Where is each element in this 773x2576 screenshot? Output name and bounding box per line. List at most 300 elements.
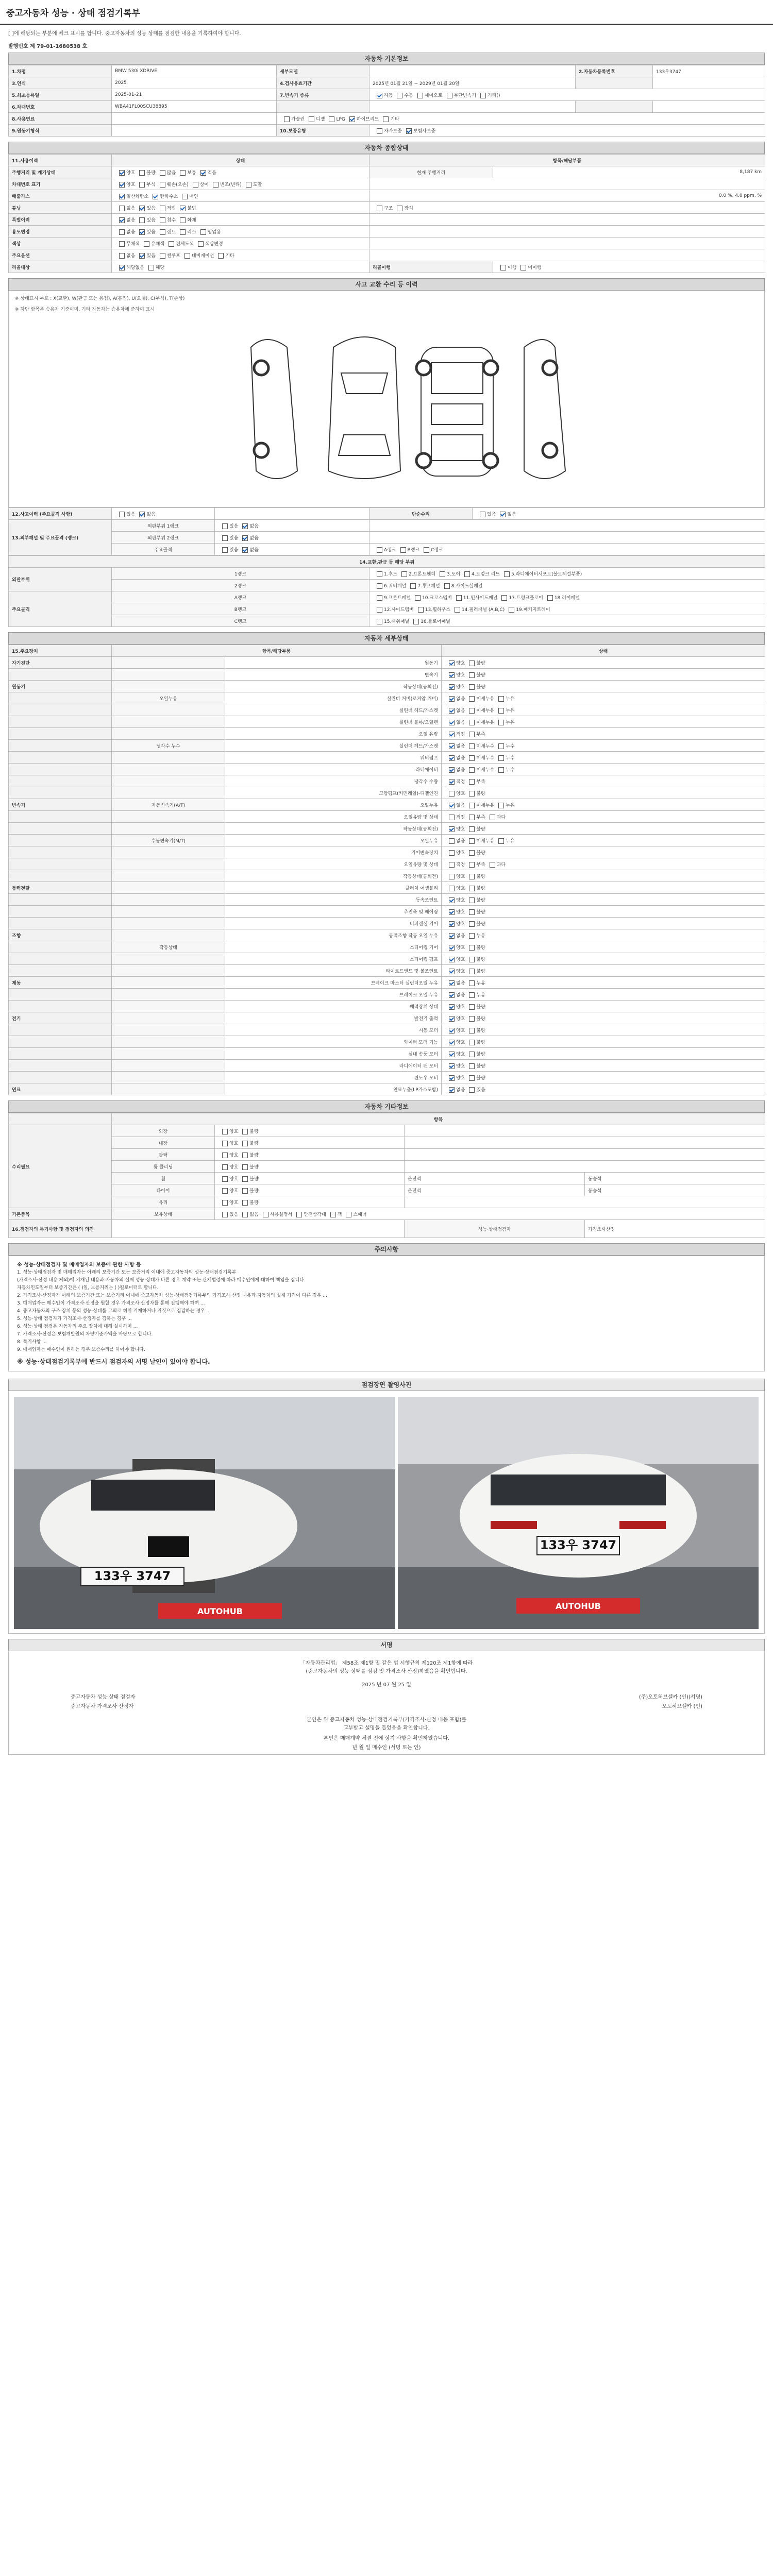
option-item[interactable] — [496, 511, 516, 517]
option-item[interactable] — [494, 837, 514, 844]
checkbox[interactable] — [449, 660, 455, 666]
checkbox[interactable] — [180, 229, 186, 235]
option-item[interactable] — [465, 932, 485, 939]
option-item[interactable] — [140, 240, 164, 247]
option-item[interactable] — [443, 92, 476, 98]
option-item[interactable] — [445, 896, 465, 903]
checkbox[interactable] — [449, 826, 455, 832]
checkbox[interactable] — [449, 933, 455, 939]
checkbox[interactable] — [449, 1004, 455, 1010]
option-item[interactable] — [445, 1062, 465, 1069]
option-item[interactable] — [445, 837, 465, 844]
option-item[interactable] — [445, 968, 465, 974]
option-item[interactable] — [164, 240, 194, 247]
checkbox[interactable] — [119, 217, 125, 223]
option-item[interactable] — [445, 1086, 465, 1093]
option-item[interactable] — [465, 1086, 485, 1093]
option-item[interactable] — [373, 570, 397, 577]
checkbox[interactable] — [242, 1141, 248, 1146]
checkbox[interactable] — [469, 1004, 475, 1010]
option-item[interactable] — [465, 1050, 485, 1057]
option-item[interactable] — [393, 92, 413, 98]
option-item[interactable] — [465, 695, 494, 702]
option-item[interactable] — [445, 754, 465, 761]
option-item[interactable] — [445, 683, 465, 690]
checkbox[interactable] — [449, 921, 455, 927]
checkbox[interactable] — [222, 1212, 228, 1217]
option-item[interactable] — [465, 1062, 485, 1069]
option-item[interactable] — [280, 115, 305, 122]
option-item[interactable] — [135, 216, 155, 223]
checkbox[interactable] — [139, 253, 145, 259]
checkbox[interactable] — [263, 1212, 268, 1217]
checkbox[interactable] — [139, 229, 145, 235]
checkbox[interactable] — [449, 850, 455, 856]
option-item[interactable] — [402, 127, 435, 134]
checkbox[interactable] — [222, 1141, 228, 1146]
option-item[interactable] — [373, 205, 393, 211]
checkbox[interactable] — [383, 116, 389, 122]
checkbox[interactable] — [469, 732, 475, 737]
checkbox[interactable] — [469, 1087, 475, 1093]
checkbox[interactable] — [449, 803, 455, 808]
option-item[interactable] — [194, 240, 223, 247]
checkbox[interactable] — [200, 229, 206, 235]
checkbox[interactable] — [377, 607, 382, 613]
option-item[interactable] — [238, 1187, 258, 1194]
checkbox[interactable] — [547, 595, 553, 601]
option-item[interactable] — [115, 216, 135, 223]
option-item[interactable] — [397, 570, 435, 577]
checkbox[interactable] — [218, 253, 224, 259]
checkbox[interactable] — [469, 980, 475, 986]
option-item[interactable] — [440, 582, 483, 589]
option-item[interactable] — [445, 802, 465, 808]
checkbox[interactable] — [447, 93, 452, 98]
checkbox[interactable] — [498, 767, 504, 773]
checkbox[interactable] — [469, 672, 475, 678]
option-item[interactable] — [218, 546, 238, 553]
option-item[interactable] — [445, 885, 465, 891]
option-item[interactable] — [465, 968, 485, 974]
checkbox[interactable] — [449, 767, 455, 773]
checkbox[interactable] — [449, 755, 455, 761]
checkbox[interactable] — [242, 1188, 248, 1194]
checkbox[interactable] — [500, 512, 506, 517]
option-item[interactable] — [494, 707, 514, 714]
checkbox[interactable] — [410, 583, 416, 589]
option-item[interactable] — [465, 979, 485, 986]
option-item[interactable] — [196, 228, 221, 235]
option-item[interactable] — [292, 1211, 326, 1217]
checkbox[interactable] — [498, 720, 504, 725]
option-item[interactable] — [218, 1128, 238, 1134]
checkbox[interactable] — [449, 672, 455, 678]
checkbox[interactable] — [469, 660, 475, 666]
checkbox[interactable] — [242, 1129, 248, 1134]
option-item[interactable] — [373, 546, 396, 553]
checkbox[interactable] — [180, 217, 186, 223]
checkbox[interactable] — [139, 206, 145, 211]
option-item[interactable] — [543, 594, 580, 601]
option-item[interactable] — [342, 1211, 366, 1217]
option-item[interactable] — [445, 1039, 465, 1045]
checkbox[interactable] — [480, 512, 485, 517]
checkbox[interactable] — [469, 767, 475, 773]
option-item[interactable] — [465, 956, 485, 962]
checkbox[interactable] — [498, 743, 504, 749]
option-item[interactable] — [189, 181, 209, 188]
checkbox[interactable] — [406, 128, 412, 134]
checkbox[interactable] — [449, 957, 455, 962]
option-item[interactable] — [238, 1199, 258, 1206]
checkbox[interactable] — [469, 696, 475, 702]
option-item[interactable] — [465, 861, 485, 868]
option-item[interactable] — [326, 1211, 342, 1217]
option-item[interactable] — [485, 861, 506, 868]
checkbox[interactable] — [119, 265, 125, 270]
option-item[interactable] — [135, 228, 155, 235]
checkbox[interactable] — [242, 1153, 248, 1158]
option-item[interactable] — [465, 707, 494, 714]
option-item[interactable] — [373, 618, 409, 624]
checkbox[interactable] — [469, 874, 475, 879]
checkbox[interactable] — [377, 571, 382, 577]
checkbox[interactable] — [284, 116, 290, 122]
checkbox[interactable] — [377, 128, 382, 134]
checkbox[interactable] — [242, 1164, 248, 1170]
option-item[interactable] — [156, 216, 176, 223]
checkbox[interactable] — [329, 116, 334, 122]
checkbox[interactable] — [469, 708, 475, 714]
checkbox[interactable] — [400, 547, 406, 553]
option-item[interactable] — [178, 193, 198, 199]
checkbox[interactable] — [377, 583, 382, 589]
option-item[interactable] — [115, 252, 135, 259]
option-item[interactable] — [115, 511, 135, 517]
option-item[interactable] — [379, 115, 399, 122]
checkbox[interactable] — [222, 523, 228, 529]
checkbox[interactable] — [377, 595, 382, 601]
checkbox[interactable] — [184, 253, 190, 259]
option-item[interactable] — [115, 228, 135, 235]
checkbox[interactable] — [160, 229, 165, 235]
option-item[interactable] — [115, 169, 135, 176]
option-item[interactable] — [115, 181, 135, 188]
checkbox[interactable] — [509, 607, 514, 613]
checkbox[interactable] — [449, 815, 455, 820]
option-item[interactable] — [445, 707, 465, 714]
option-item[interactable] — [135, 181, 155, 188]
checkbox[interactable] — [490, 862, 495, 868]
option-item[interactable] — [465, 790, 485, 796]
option-item[interactable] — [445, 671, 465, 678]
option-item[interactable] — [115, 240, 140, 247]
option-item[interactable] — [445, 873, 465, 879]
checkbox[interactable] — [153, 194, 158, 199]
option-item[interactable] — [176, 205, 196, 211]
option-item[interactable] — [156, 205, 176, 211]
option-item[interactable] — [465, 944, 485, 951]
checkbox[interactable] — [469, 957, 475, 962]
checkbox[interactable] — [455, 607, 460, 613]
checkbox[interactable] — [469, 720, 475, 725]
checkbox[interactable] — [139, 512, 145, 517]
checkbox[interactable] — [469, 992, 475, 998]
checkbox[interactable] — [377, 619, 382, 624]
checkbox[interactable] — [444, 583, 450, 589]
option-item[interactable] — [465, 825, 485, 832]
option-item[interactable] — [465, 837, 494, 844]
option-item[interactable] — [409, 618, 450, 624]
option-item[interactable] — [218, 1151, 238, 1158]
checkbox[interactable] — [346, 1212, 351, 1217]
checkbox[interactable] — [469, 1028, 475, 1033]
option-item[interactable] — [373, 594, 411, 601]
checkbox[interactable] — [469, 1016, 475, 1022]
checkbox[interactable] — [449, 696, 455, 702]
option-item[interactable] — [465, 1015, 485, 1022]
checkbox[interactable] — [148, 265, 154, 270]
option-item[interactable] — [176, 216, 196, 223]
checkbox[interactable] — [449, 897, 455, 903]
option-item[interactable] — [218, 1140, 238, 1146]
option-item[interactable] — [485, 814, 506, 820]
checkbox[interactable] — [213, 182, 219, 188]
option-item[interactable] — [406, 582, 440, 589]
checkbox[interactable] — [180, 206, 186, 211]
checkbox[interactable] — [417, 93, 423, 98]
checkbox[interactable] — [160, 170, 165, 176]
option-item[interactable] — [465, 778, 485, 785]
checkbox[interactable] — [469, 815, 475, 820]
checkbox[interactable] — [449, 1028, 455, 1033]
checkbox[interactable] — [469, 838, 475, 844]
checkbox[interactable] — [222, 535, 228, 541]
option-item[interactable] — [218, 1199, 238, 1206]
option-item[interactable] — [445, 695, 465, 702]
checkbox[interactable] — [449, 874, 455, 879]
checkbox[interactable] — [377, 206, 382, 211]
checkbox[interactable] — [377, 93, 382, 98]
option-item[interactable] — [496, 264, 516, 270]
option-item[interactable] — [135, 169, 155, 176]
checkbox[interactable] — [242, 1212, 248, 1217]
option-item[interactable] — [445, 731, 465, 737]
option-item[interactable] — [445, 849, 465, 856]
option-item[interactable] — [414, 606, 450, 613]
option-item[interactable] — [465, 1003, 485, 1010]
option-item[interactable] — [465, 719, 494, 725]
checkbox[interactable] — [469, 1063, 475, 1069]
checkbox[interactable] — [469, 909, 475, 915]
option-item[interactable] — [494, 802, 514, 808]
checkbox[interactable] — [424, 547, 429, 553]
option-item[interactable] — [500, 570, 582, 577]
option-item[interactable] — [242, 181, 262, 188]
checkbox[interactable] — [119, 170, 125, 176]
checkbox[interactable] — [119, 241, 125, 247]
option-item[interactable] — [465, 1027, 485, 1033]
option-item[interactable] — [238, 534, 258, 541]
checkbox[interactable] — [449, 980, 455, 986]
option-item[interactable] — [445, 742, 465, 749]
option-item[interactable] — [419, 546, 443, 553]
option-item[interactable] — [445, 1074, 465, 1081]
checkbox[interactable] — [480, 93, 486, 98]
checkbox[interactable] — [469, 886, 475, 891]
option-item[interactable] — [494, 719, 514, 725]
option-item[interactable] — [135, 205, 155, 211]
option-item[interactable] — [445, 1027, 465, 1033]
checkbox[interactable] — [456, 595, 462, 601]
option-item[interactable] — [476, 511, 496, 517]
checkbox[interactable] — [469, 743, 475, 749]
checkbox[interactable] — [349, 116, 355, 122]
option-item[interactable] — [516, 264, 541, 270]
option-item[interactable] — [465, 908, 485, 915]
option-item[interactable] — [445, 1015, 465, 1022]
checkbox[interactable] — [501, 595, 507, 601]
checkbox[interactable] — [413, 619, 419, 624]
option-item[interactable] — [218, 1211, 238, 1217]
option-item[interactable] — [445, 825, 465, 832]
checkbox[interactable] — [504, 571, 510, 577]
checkbox[interactable] — [242, 523, 248, 529]
option-item[interactable] — [218, 1163, 238, 1170]
option-item[interactable] — [465, 1039, 485, 1045]
option-item[interactable] — [435, 570, 460, 577]
checkbox[interactable] — [309, 116, 314, 122]
option-item[interactable] — [465, 802, 494, 808]
option-item[interactable] — [209, 181, 242, 188]
option-item[interactable] — [465, 814, 485, 820]
option-item[interactable] — [445, 932, 465, 939]
checkbox[interactable] — [498, 755, 504, 761]
option-item[interactable] — [176, 169, 196, 176]
checkbox[interactable] — [449, 969, 455, 974]
checkbox[interactable] — [119, 206, 125, 211]
checkbox[interactable] — [222, 1200, 228, 1206]
option-item[interactable] — [411, 594, 452, 601]
checkbox[interactable] — [222, 1129, 228, 1134]
option-item[interactable] — [465, 731, 485, 737]
option-item[interactable] — [196, 169, 216, 176]
option-item[interactable] — [445, 908, 465, 915]
option-item[interactable] — [238, 1163, 258, 1170]
checkbox[interactable] — [464, 571, 470, 577]
checkbox[interactable] — [469, 826, 475, 832]
checkbox[interactable] — [160, 206, 165, 211]
checkbox[interactable] — [242, 535, 248, 541]
checkbox[interactable] — [397, 93, 402, 98]
option-item[interactable] — [238, 522, 258, 529]
checkbox[interactable] — [449, 708, 455, 714]
checkbox[interactable] — [139, 170, 145, 176]
checkbox[interactable] — [449, 909, 455, 915]
checkbox[interactable] — [119, 229, 125, 235]
checkbox[interactable] — [449, 1052, 455, 1057]
checkbox[interactable] — [222, 547, 228, 553]
option-item[interactable] — [460, 570, 500, 577]
option-item[interactable] — [465, 885, 485, 891]
option-item[interactable] — [144, 264, 164, 270]
checkbox[interactable] — [498, 696, 504, 702]
checkbox[interactable] — [182, 194, 188, 199]
checkbox[interactable] — [449, 779, 455, 785]
checkbox[interactable] — [469, 684, 475, 690]
checkbox[interactable] — [500, 265, 506, 270]
checkbox[interactable] — [222, 1176, 228, 1182]
checkbox[interactable] — [119, 194, 125, 199]
option-item[interactable] — [218, 522, 238, 529]
option-item[interactable] — [445, 766, 465, 773]
checkbox[interactable] — [139, 182, 145, 188]
checkbox[interactable] — [449, 945, 455, 951]
option-item[interactable] — [373, 92, 393, 98]
option-item[interactable] — [218, 1175, 238, 1182]
option-item[interactable] — [325, 116, 345, 122]
checkbox[interactable] — [296, 1212, 302, 1217]
checkbox[interactable] — [449, 1040, 455, 1045]
checkbox[interactable] — [119, 182, 125, 188]
checkbox[interactable] — [242, 1200, 248, 1206]
checkbox[interactable] — [144, 241, 149, 247]
checkbox[interactable] — [180, 170, 186, 176]
option-item[interactable] — [238, 546, 258, 553]
option-item[interactable] — [156, 252, 180, 259]
checkbox[interactable] — [449, 743, 455, 749]
checkbox[interactable] — [449, 732, 455, 737]
checkbox[interactable] — [242, 547, 248, 553]
option-item[interactable] — [465, 742, 494, 749]
option-item[interactable] — [373, 127, 402, 134]
checkbox[interactable] — [242, 1176, 248, 1182]
option-item[interactable] — [494, 754, 514, 761]
option-item[interactable] — [238, 1175, 258, 1182]
checkbox[interactable] — [469, 862, 475, 868]
option-item[interactable] — [148, 193, 178, 199]
checkbox[interactable] — [440, 571, 445, 577]
checkbox[interactable] — [193, 182, 198, 188]
option-item[interactable] — [494, 766, 514, 773]
option-item[interactable] — [445, 991, 465, 998]
checkbox[interactable] — [200, 170, 206, 176]
checkbox[interactable] — [397, 206, 402, 211]
checkbox[interactable] — [469, 850, 475, 856]
option-item[interactable] — [445, 814, 465, 820]
checkbox[interactable] — [139, 217, 145, 223]
checkbox[interactable] — [449, 886, 455, 891]
checkbox[interactable] — [498, 803, 504, 808]
checkbox[interactable] — [520, 265, 526, 270]
option-item[interactable] — [238, 1140, 258, 1146]
option-item[interactable] — [465, 849, 485, 856]
option-item[interactable] — [497, 594, 543, 601]
checkbox[interactable] — [246, 182, 251, 188]
checkbox[interactable] — [449, 684, 455, 690]
option-item[interactable] — [259, 1211, 292, 1217]
option-item[interactable] — [505, 606, 550, 613]
option-item[interactable] — [115, 205, 135, 211]
option-item[interactable] — [135, 252, 155, 259]
option-item[interactable] — [445, 778, 465, 785]
checkbox[interactable] — [469, 1075, 475, 1081]
option-item[interactable] — [465, 754, 494, 761]
option-item[interactable] — [413, 92, 443, 98]
option-item[interactable] — [445, 1050, 465, 1057]
option-item[interactable] — [156, 169, 176, 176]
